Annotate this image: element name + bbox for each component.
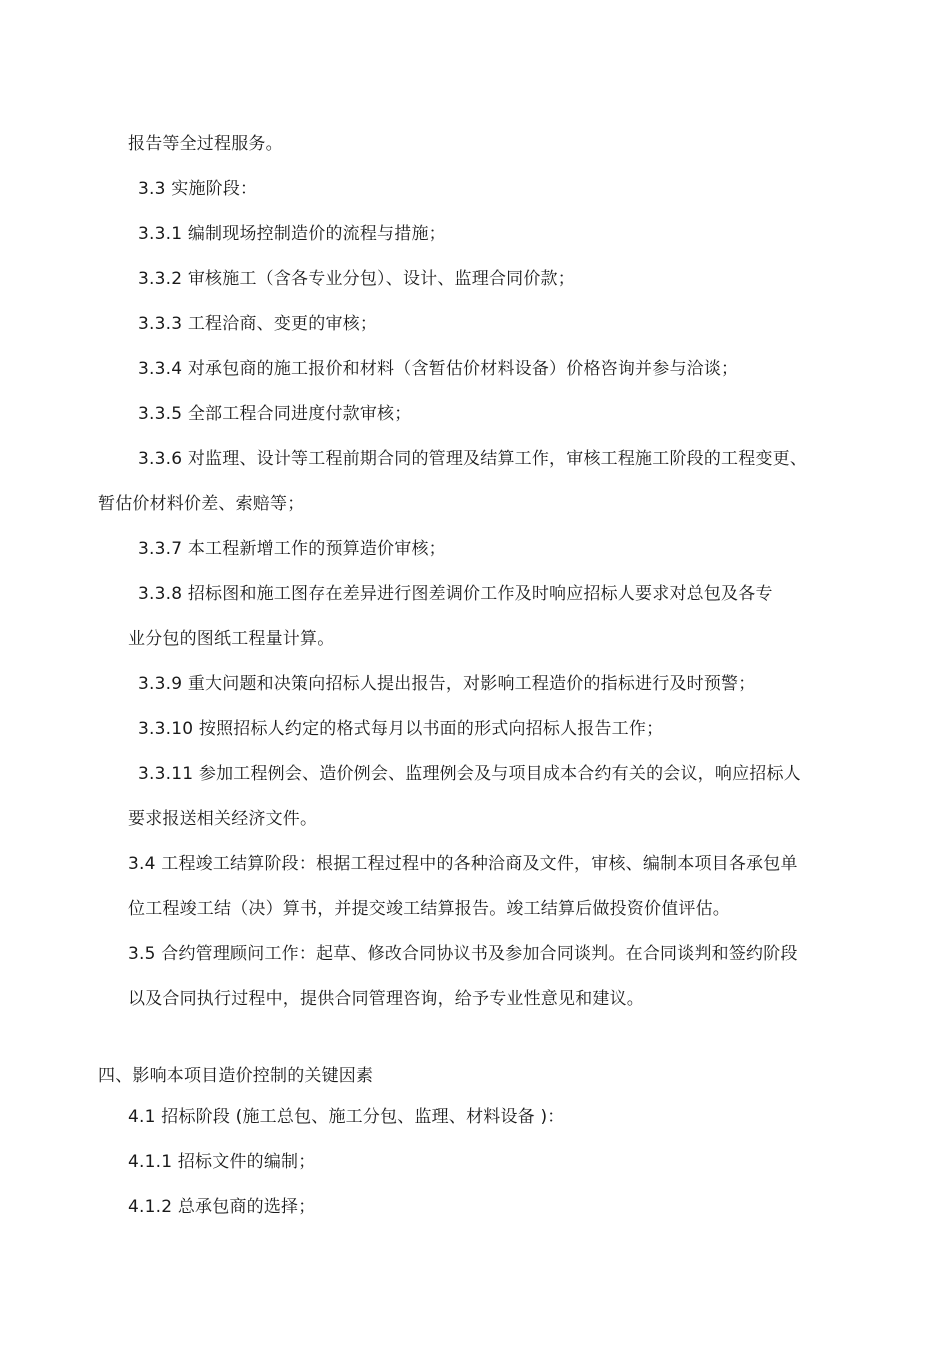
section-3-4: 3.4 工程竣工结算阶段：根据工程过程中的各种洽商及文件，审核、编制本项目各承包单 <box>128 854 798 874</box>
chapter-heading-4: 四、影响本项目造价控制的关键因素 <box>98 1066 374 1086</box>
list-item-continuation: 暂估价材料价差、索赔等； <box>98 494 305 514</box>
list-item: 3.3.1 编制现场控制造价的流程与措施； <box>138 224 446 244</box>
list-item-continuation: 业分包的图纸工程量计算。 <box>128 629 335 649</box>
section-heading-4-1: 4.1 招标阶段 (施工总包、施工分包、监理、材料设备 )： <box>128 1107 565 1127</box>
list-item: 4.1.2 总承包商的选择； <box>128 1197 316 1217</box>
list-item: 3.3.9 重大问题和决策向招标人提出报告，对影响工程造价的指标进行及时预警； <box>138 674 756 694</box>
list-item: 3.3.2 审核施工（含各专业分包）、设计、监理合同价款； <box>138 269 575 289</box>
text-line: 报告等全过程服务。 <box>128 134 283 154</box>
list-item: 3.3.11 参加工程例会、造价例会、监理例会及与项目成本合约有关的会议，响应招标人 <box>138 764 801 784</box>
list-item: 4.1.1 招标文件的编制； <box>128 1152 316 1172</box>
list-item: 3.3.3 工程洽商、变更的审核； <box>138 314 378 334</box>
section-3-4-continuation: 位工程竣工结（决）算书，并提交竣工结算报告。竣工结算后做投资价值评估。 <box>128 899 730 919</box>
section-3-5-continuation: 以及合同执行过程中，提供合同管理咨询，给予专业性意见和建议。 <box>128 989 644 1009</box>
list-item: 3.3.8 招标图和施工图存在差异进行图差调价工作及时响应招标人要求对总包及各专 <box>138 584 773 604</box>
section-heading-3-3: 3.3 实施阶段： <box>138 179 258 199</box>
section-3-5: 3.5 合约管理顾问工作：起草、修改合同协议书及参加合同谈判。在合同谈判和签约阶段 <box>128 944 798 964</box>
list-item-continuation: 要求报送相关经济文件。 <box>128 809 318 829</box>
list-item: 3.3.6 对监理、设计等工程前期合同的管理及结算工作，审核工程施工阶段的工程变更、 <box>138 449 808 469</box>
list-item: 3.3.10 按照招标人约定的格式每月以书面的形式向招标人报告工作； <box>138 719 664 739</box>
list-item: 3.3.5 全部工程合同进度付款审核； <box>138 404 412 424</box>
list-item: 3.3.4 对承包商的施工报价和材料（含暂估价材料设备）价格咨询并参与洽谈； <box>138 359 739 379</box>
list-item: 3.3.7 本工程新增工作的预算造价审核； <box>138 539 446 559</box>
